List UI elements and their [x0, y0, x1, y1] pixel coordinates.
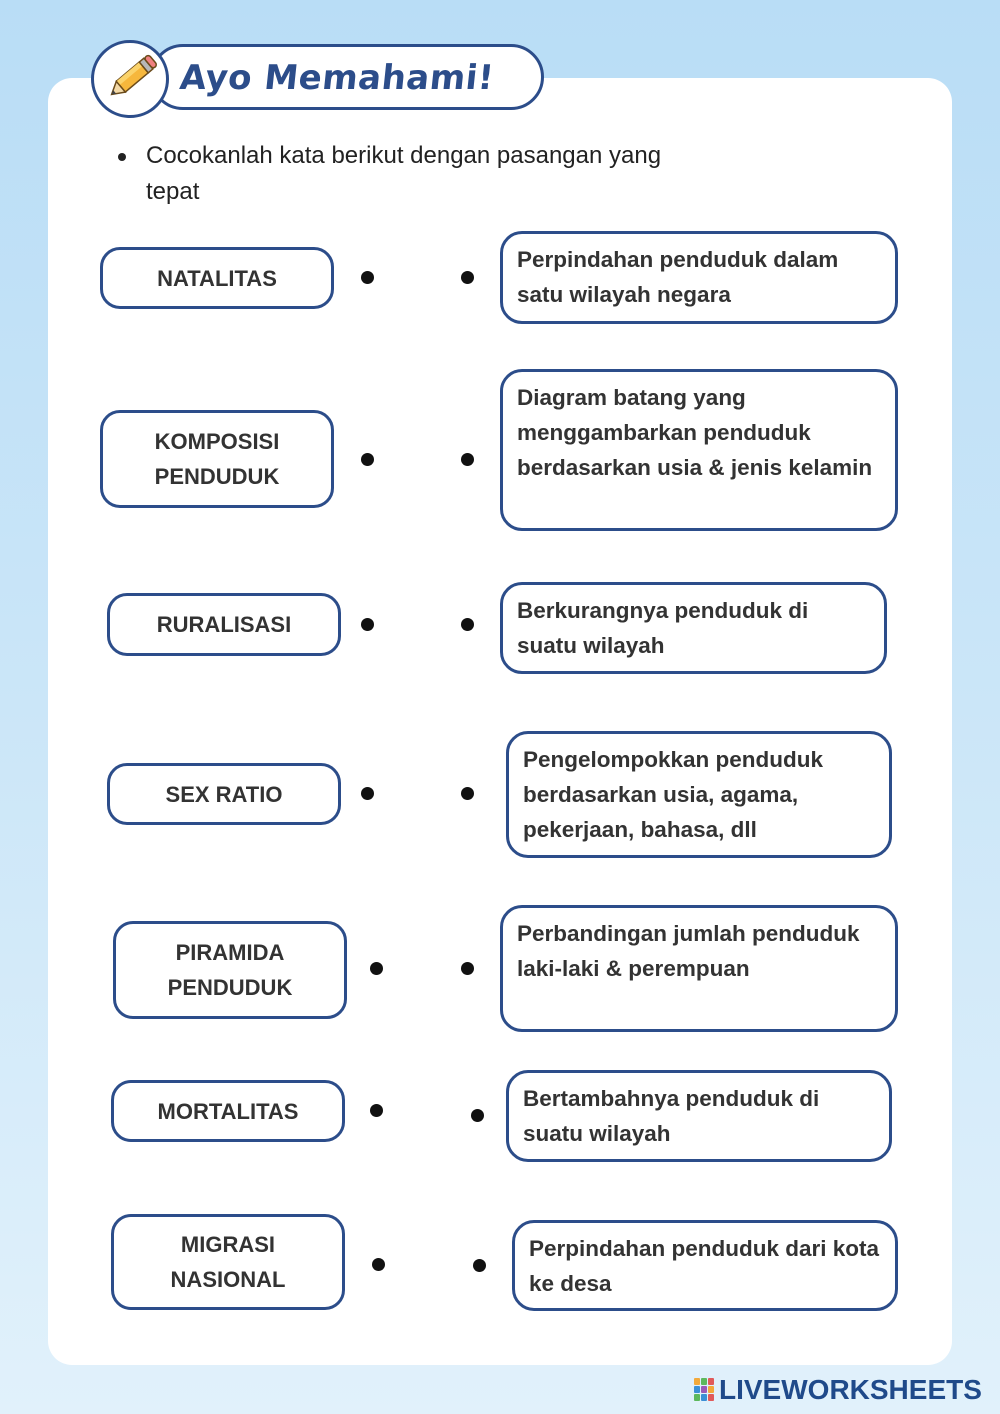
- definition-4[interactable]: Pengelompokkan penduduk berdasarkan usia, agama, pekerjaan, bahasa, dll: [506, 731, 892, 858]
- brand-watermark: [694, 1374, 982, 1406]
- definition-3[interactable]: Berkurangnya penduduk di suatu wilayah: [500, 582, 887, 674]
- right-dot-2[interactable]: [461, 453, 474, 466]
- term-mortalitas[interactable]: MORTALITAS: [111, 1080, 345, 1142]
- right-dot-3[interactable]: [461, 618, 474, 631]
- right-dot-1[interactable]: [461, 271, 474, 284]
- term-komposisi-penduduk[interactable]: KOMPOSISI PENDUDUK: [100, 410, 334, 508]
- definition-7[interactable]: Perpindahan penduduk dari kota ke desa: [512, 1220, 898, 1311]
- right-dot-6[interactable]: [471, 1109, 484, 1122]
- left-dot-2[interactable]: [361, 453, 374, 466]
- instruction-text: Cocokanlah kata berikut dengan pasangan yang tepat: [146, 142, 662, 205]
- right-dot-5[interactable]: [461, 962, 474, 975]
- brand-name[interactable]: LIVEWORKSHEETS: [719, 1374, 982, 1405]
- left-dot-1[interactable]: [361, 271, 374, 284]
- left-dot-7[interactable]: [372, 1258, 385, 1271]
- term-natalitas[interactable]: NATALITAS: [100, 247, 334, 309]
- bullet-icon: [118, 153, 126, 161]
- pencil-badge: [91, 40, 169, 118]
- definition-6[interactable]: Bertambahnya penduduk di suatu wilayah: [506, 1070, 892, 1162]
- page-title: Ayo Memahami!: [177, 58, 497, 98]
- pencil-icon: [94, 43, 166, 115]
- left-dot-6[interactable]: [370, 1104, 383, 1117]
- left-dot-5[interactable]: [370, 962, 383, 975]
- term-sex-ratio[interactable]: SEX RATIO: [107, 763, 341, 825]
- definition-1[interactable]: Perpindahan penduduk dalam satu wilayah negara: [500, 231, 898, 324]
- left-dot-3[interactable]: [361, 618, 374, 631]
- right-dot-7[interactable]: [473, 1259, 486, 1272]
- term-ruralisasi[interactable]: RURALISASI: [107, 593, 341, 656]
- right-dot-4[interactable]: [461, 787, 474, 800]
- left-dot-4[interactable]: [361, 787, 374, 800]
- term-migrasi-nasional[interactable]: MIGRASI NASIONAL: [111, 1214, 345, 1310]
- definition-2[interactable]: Diagram batang yang menggambarkan penduduk berdasarkan usia & jenis kelamin: [500, 369, 898, 531]
- term-piramida-penduduk[interactable]: PIRAMIDA PENDUDUK: [113, 921, 347, 1019]
- liveworksheets-logo-icon: [694, 1378, 716, 1402]
- definition-5[interactable]: Perbandingan jumlah penduduk laki-laki & perempuan: [500, 905, 898, 1032]
